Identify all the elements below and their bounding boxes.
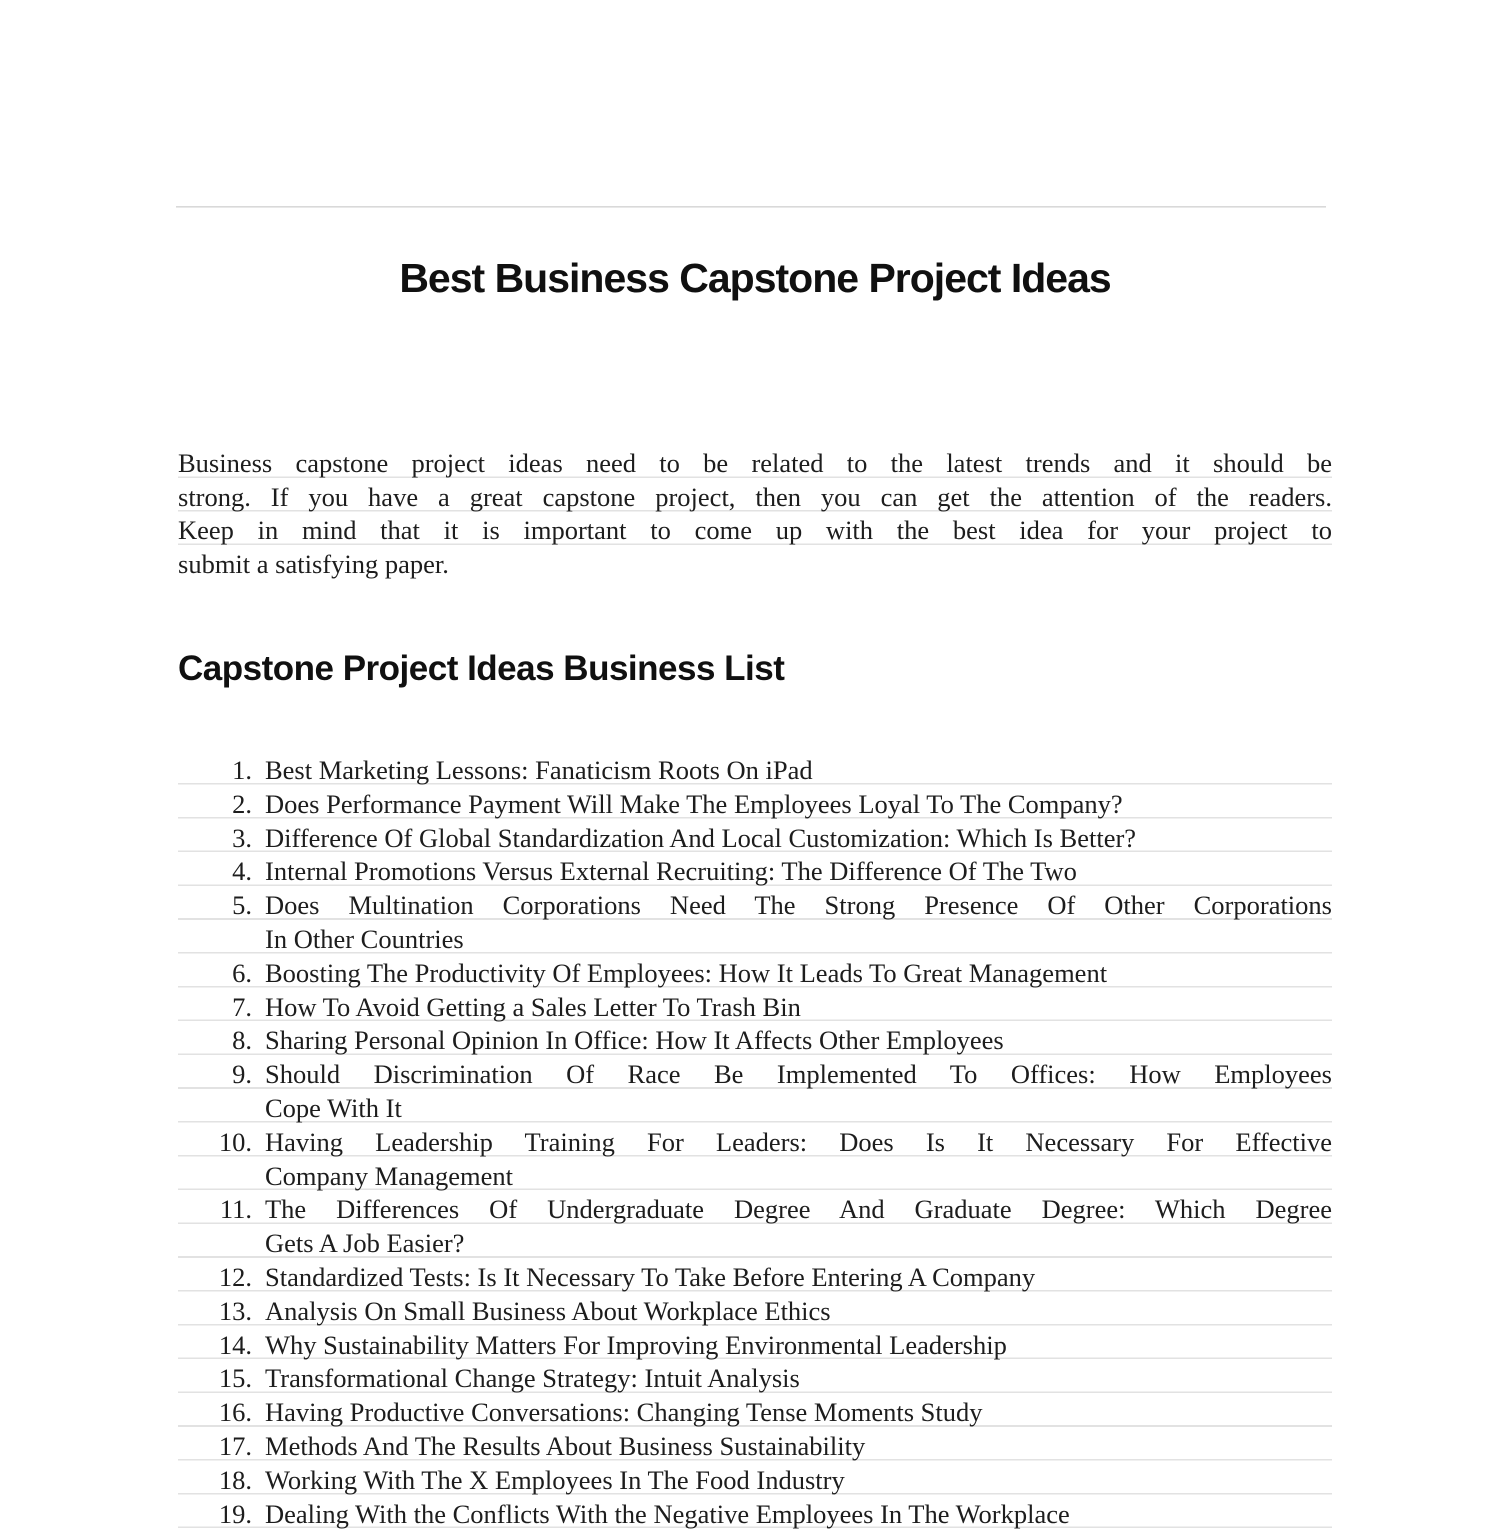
intro-line: submit a satisfying paper. — [178, 548, 449, 579]
list-item — [178, 1329, 1332, 1363]
list-item — [178, 822, 1332, 856]
list-item-text: Best Marketing Lessons: Fanaticism Roots On iPad — [265, 755, 813, 785]
list-item-number: 11. — [219, 1194, 252, 1225]
list-item — [178, 1362, 1332, 1396]
intro-line: Keep in mind that it is important to come up with the best idea for your project to — [178, 515, 1332, 545]
list-item — [178, 855, 1332, 889]
list-item — [178, 1058, 1332, 1126]
list-item-number: 1. — [232, 755, 252, 785]
topic-list — [178, 754, 1332, 1531]
list-item-text: Company Management — [265, 1160, 514, 1191]
list-item — [178, 1295, 1332, 1329]
list-item-number: 3. — [232, 822, 252, 853]
list-item-text: Analysis On Small Business About Workplace Ethics — [265, 1295, 831, 1326]
list-item-text: Does Performance Payment Will Make The Employees Loyal To The Company? — [265, 788, 1123, 819]
list-item-number: 15. — [218, 1363, 252, 1394]
list-item-text: Should Discrimination Of Race Be Implemented To Offices: How Employees — [265, 1059, 1332, 1090]
list-item-number: 13. — [218, 1295, 252, 1326]
intro-line: strong. If you have a great capstone project, then you can get the attention of the readers. — [178, 481, 1332, 512]
list-item-text: Methods And The Results About Business Sustainability — [265, 1430, 866, 1461]
list-item-number: 16. — [218, 1397, 252, 1428]
list-item-text: Why Sustainability Matters For Improving Environmental Leadership — [265, 1329, 1007, 1360]
list-item-number: 9. — [232, 1059, 252, 1090]
list-item-text: Standardized Tests: Is It Necessary To Take Before Entering A Company — [265, 1261, 1036, 1292]
list-item-number: 7. — [232, 991, 252, 1022]
list-item-number: 2. — [232, 788, 252, 819]
list-item-text: Dealing With the Conflicts With the Negative Employees In The Workplace — [265, 1498, 1070, 1529]
list-item-text: Boosting The Productivity Of Employees: How It Leads To Great Management — [265, 957, 1108, 988]
list-item — [178, 1193, 1332, 1261]
list-item-text: Difference Of Global Standardization And Local Customization: Which Is Better? — [265, 822, 1137, 853]
list-item — [178, 788, 1332, 822]
list-item-text: Having Leadership Training For Leaders: Does Is It Necessary For Effective — [265, 1126, 1332, 1157]
list-item — [178, 1396, 1332, 1430]
list-item-number: 5. — [232, 890, 252, 921]
list-item — [178, 1126, 1332, 1194]
list-item-text: How To Avoid Getting a Sales Letter To Trash Bin — [265, 991, 801, 1022]
list-item-number: 19. — [218, 1498, 252, 1529]
list-item-number: 8. — [232, 1025, 252, 1056]
list-item — [178, 1464, 1332, 1498]
list-item-text: Cope With It — [265, 1092, 402, 1123]
list-item — [178, 957, 1332, 991]
list-item-text: In Other Countries — [265, 923, 464, 954]
list-item-text: Sharing Personal Opinion In Office: How It Affects Other Employees — [265, 1025, 1004, 1056]
list-item-text: Having Productive Conversations: Changing Tense Moments Study — [265, 1397, 983, 1428]
page-separator-line — [176, 206, 1326, 208]
list-item — [178, 889, 1332, 957]
list-item-text: Gets A Job Easier? — [265, 1228, 465, 1259]
list-item-text: Internal Promotions Versus External Recruiting: The Difference Of The Two — [265, 856, 1077, 887]
list-item — [178, 1261, 1332, 1295]
list-item — [178, 1498, 1332, 1531]
list-item — [178, 1024, 1332, 1058]
document-title: Best Business Capstone Project Ideas — [399, 255, 1111, 301]
intro-paragraph — [178, 447, 1332, 581]
list-item — [178, 754, 1332, 788]
list-item — [178, 991, 1332, 1025]
list-item — [178, 1430, 1332, 1464]
list-item-text: Does Multination Corporations Need The Strong Presence Of Other Corporations — [265, 890, 1332, 921]
list-item-text: The Differences Of Undergraduate Degree And Graduate Degree: Which Degree — [265, 1194, 1332, 1225]
list-item-number: 10. — [218, 1126, 252, 1157]
section-heading: Capstone Project Ideas Business List — [178, 649, 785, 688]
list-item-number: 6. — [232, 957, 252, 988]
list-item-text: Working With The X Employees In The Food Industry — [265, 1464, 845, 1495]
intro-line: Business capstone project ideas need to be related to the latest trends and it should be — [178, 448, 1332, 478]
list-item-number: 12. — [218, 1261, 252, 1292]
list-item-number: 14. — [218, 1329, 252, 1360]
list-item-number: 4. — [232, 856, 252, 887]
list-item-text: Transformational Change Strategy: Intuit Analysis — [265, 1363, 800, 1394]
list-item-number: 18. — [218, 1464, 252, 1495]
list-item-number: 17. — [218, 1430, 252, 1461]
